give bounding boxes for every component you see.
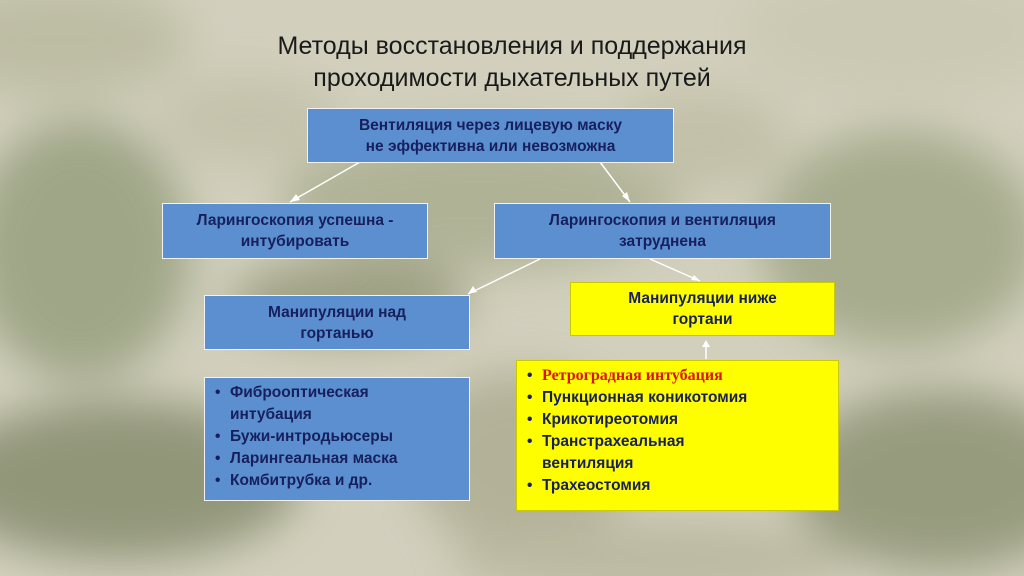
title-line-2: проходимости дыхательных путей	[313, 64, 711, 92]
bullet-icon: •	[215, 384, 221, 401]
list-below-larynx	[516, 360, 839, 511]
box-laryngoscopy-difficult-label: Ларингоскопия и вентиляция затруднена	[549, 212, 776, 250]
bullet-icon: •	[527, 411, 533, 428]
list-item	[525, 431, 830, 475]
list-item-text: Фиброоптическая интубация	[230, 384, 369, 423]
box-above-larynx	[204, 295, 470, 350]
bullet-icon: •	[215, 428, 221, 445]
box-mask-ventilation-ineffective-label: Вентиляция через лицевую маску не эффективна или невозможна	[358, 116, 623, 155]
list-item	[525, 365, 830, 387]
list-item	[213, 382, 461, 426]
bullet-icon: •	[215, 450, 221, 467]
list-item-text: Пункционная коникотомия	[542, 389, 748, 406]
list-item	[213, 448, 461, 470]
list-item	[525, 475, 830, 497]
list-item-text: Трахеостомия	[542, 477, 651, 494]
box-mask-ventilation-ineffective	[307, 108, 674, 163]
list-item-text: Комбитрубка и др.	[230, 472, 373, 489]
box-below-larynx	[570, 282, 835, 336]
list-item-text: Крикотиреотомия	[542, 411, 679, 428]
title-line-1: Методы восстановления и поддержания	[277, 32, 747, 60]
list-item-text: Транстрахеальная вентиляция	[542, 433, 685, 472]
bullet-icon: •	[527, 389, 533, 406]
list-item	[525, 387, 830, 409]
list-item	[213, 426, 461, 448]
box-above-larynx-label: Манипуляции над гортанью	[268, 303, 406, 342]
list-item-text: Ларингеальная маска	[230, 450, 398, 467]
arrow-top-to-success	[290, 162, 360, 202]
bullet-icon: •	[215, 472, 221, 489]
list-item-text-highlight: Ретроградная интубация	[542, 367, 723, 384]
box-laryngoscopy-success	[162, 203, 428, 259]
list-item	[213, 470, 461, 492]
list-above-larynx	[204, 377, 470, 501]
box-laryngoscopy-success-label: Ларингоскопия успешна - интубировать	[196, 212, 394, 250]
list-item-text: Бужи-интродьюсеры	[230, 428, 393, 445]
bullet-icon: •	[527, 433, 533, 450]
box-below-larynx-label: Манипуляции ниже гортани	[628, 290, 777, 328]
box-laryngoscopy-difficult	[494, 203, 831, 259]
bullet-icon: •	[527, 367, 533, 384]
list-item	[525, 409, 830, 431]
bullet-icon: •	[527, 477, 533, 494]
arrow-difficult-to-above	[468, 259, 540, 294]
